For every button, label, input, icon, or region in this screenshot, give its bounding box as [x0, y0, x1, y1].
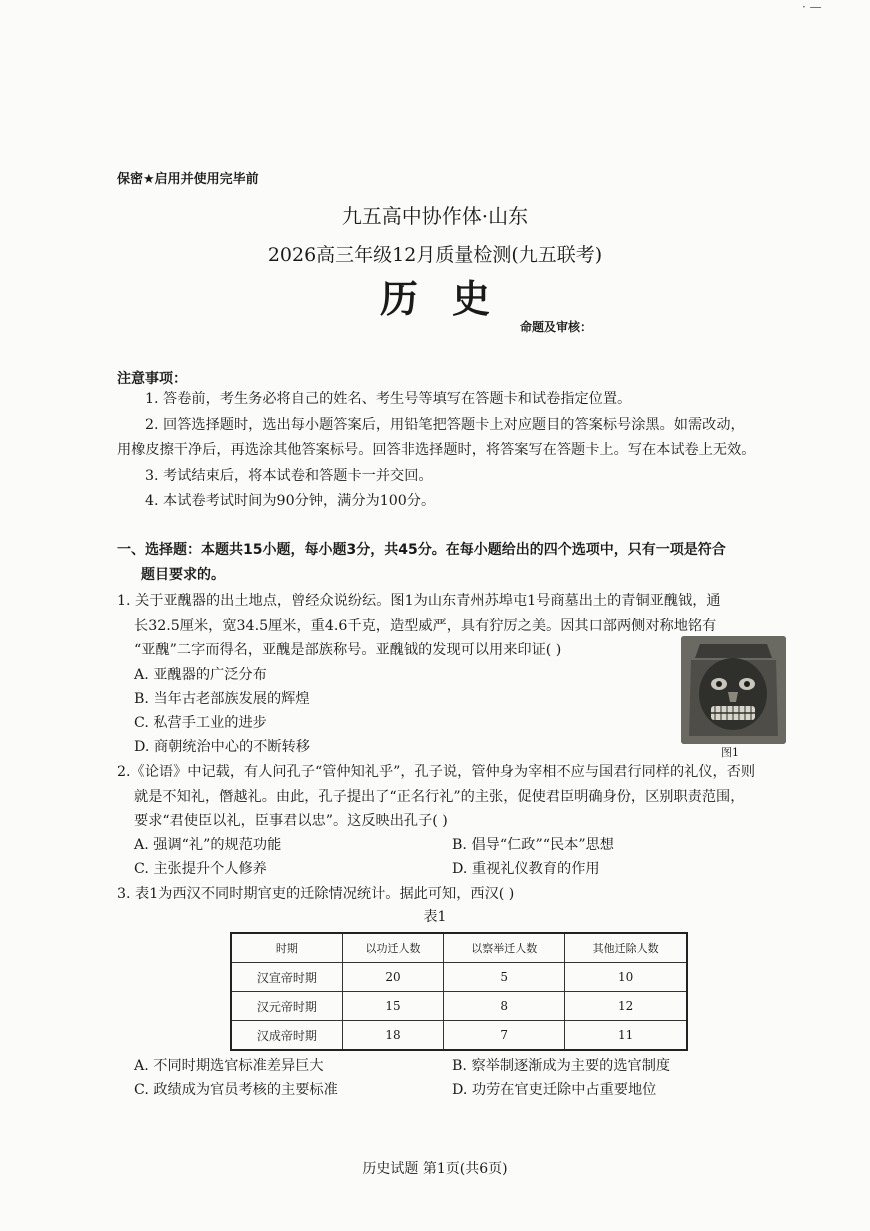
q3-stem: 3. 表1为西汉不同时期官吏的迁除情况统计。据此可知，西汉( ) [117, 886, 515, 902]
note-item: 1. 答卷前，考生务必将自己的姓名、考生号等填写在答题卡和试卷指定位置。 [145, 391, 632, 407]
q2-stem: 2.《论语》中记载，有人问孔子“管仲知礼乎”，孔子说，管仲身为宰相不应与国君行同样的礼仪，否则 [117, 764, 756, 780]
note-item: 2. 回答选择题时，选出每小题答案后，用铅笔把答题卡上对应题目的答案标号涂黑。如需改动， [145, 417, 745, 433]
table-cell: 18 [342, 1021, 443, 1051]
table-header: 以功迁人数 [342, 933, 443, 963]
table-cell: 11 [565, 1021, 687, 1051]
table-header: 其他迁除人数 [565, 933, 687, 963]
q1-option-d[interactable]: D. 商朝统治中心的不断转移 [134, 739, 310, 755]
subject-title: 历史 [379, 276, 524, 321]
note-item: 3. 考试结束后，将本试卷和答题卡一并交回。 [145, 468, 433, 484]
q1-option-b[interactable]: B. 当年古老部族发展的辉煌 [134, 691, 310, 707]
q1-stem: 1. 关于亚醜器的出土地点，曾经众说纷纭。图1为山东青州苏埠屯1号商墓出土的青铜亚醜钺，通 [117, 593, 721, 609]
table-cell: 12 [565, 992, 687, 1021]
q3-option-c[interactable]: C. 政绩成为官员考核的主要标准 [134, 1082, 338, 1098]
table-caption: 表1 [423, 909, 447, 925]
q2-option-d[interactable]: D. 重视礼仪教育的作用 [452, 861, 600, 877]
table-row [231, 963, 687, 992]
exam-title: 2026高三年级12月质量检测(九五联考) [267, 244, 603, 266]
q1-stem: “亚醜”二字而得名，亚醜是部族称号。亚醜钺的发现可以用来印证( ) [134, 642, 562, 658]
table-cell: 10 [565, 963, 687, 992]
table-cell: 8 [444, 992, 565, 1021]
author-label: 命题及审核： [520, 320, 593, 334]
note-item: 用橡皮擦干净后，再选涂其他答案标号。回答非选择题时，将答案写在答题卡上。写在本试卷上无效。 [117, 442, 756, 458]
bronze-yue-axe-image [681, 636, 786, 744]
table-header: 时期 [231, 933, 342, 963]
q2-stem: 要求“君使臣以礼，臣事君以忠”。这反映出孔子( ) [134, 813, 448, 829]
table-cell: 汉元帝时期 [231, 992, 342, 1021]
q3-option-b[interactable]: B. 察举制逐渐成为主要的选官制度 [452, 1058, 671, 1074]
q3-option-a[interactable]: A. 不同时期选官标准差异巨大 [134, 1058, 324, 1074]
q1-option-c[interactable]: C. 私营手工业的进步 [134, 715, 267, 731]
table-cell: 汉成帝时期 [231, 1021, 342, 1051]
table-cell: 20 [342, 963, 443, 992]
table-header: 以察举迁人数 [444, 933, 565, 963]
table-cell: 15 [342, 992, 443, 1021]
figure-caption: 图1 [721, 746, 739, 759]
note-item: 4. 本试卷考试时间为90分钟，满分为100分。 [145, 493, 436, 509]
table-row [231, 1021, 687, 1051]
table-cell: 汉宣帝时期 [231, 963, 342, 992]
q3-option-d[interactable]: D. 功劳在官吏迁除中占重要地位 [452, 1082, 657, 1098]
notes-title: 注意事项： [117, 371, 187, 387]
q1-option-a[interactable]: A. 亚醜器的广泛分布 [134, 667, 267, 683]
section-heading: 一、选择题：本题共15小题，每小题3分，共45分。在每小题给出的四个选项中，只有一项是符合 [117, 542, 726, 558]
confidential-label: 保密★启用并使用完毕前 [117, 172, 259, 187]
page-footer: 历史试题 第1页(共6页) [362, 1161, 508, 1177]
org-title: 九五高中协作体·山东 [341, 204, 529, 228]
table-row [231, 992, 687, 1021]
q2-stem: 就是不知礼，僭越礼。由此，孔子提出了“正名行礼”的主张，促使君臣明确身份，区别职责范围， [134, 789, 745, 805]
q1-stem: 长32.5厘米，宽34.5厘米，重4.6千克，造型威严，具有狞厉之美。因其口部两侧对称地铭有 [134, 618, 717, 634]
table-cell: 5 [444, 963, 565, 992]
section-heading-cont: 题目要求的。 [141, 567, 225, 583]
table-cell: 7 [444, 1021, 565, 1051]
corner-mark: · — [802, 0, 822, 14]
q2-option-a[interactable]: A. 强调“礼”的规范功能 [134, 837, 282, 853]
q2-option-b[interactable]: B. 倡导“仁政”“民本”思想 [452, 837, 614, 853]
table-header-row [231, 933, 687, 963]
official-promotion-table [230, 932, 688, 1051]
q2-option-c[interactable]: C. 主张提升个人修养 [134, 861, 267, 877]
